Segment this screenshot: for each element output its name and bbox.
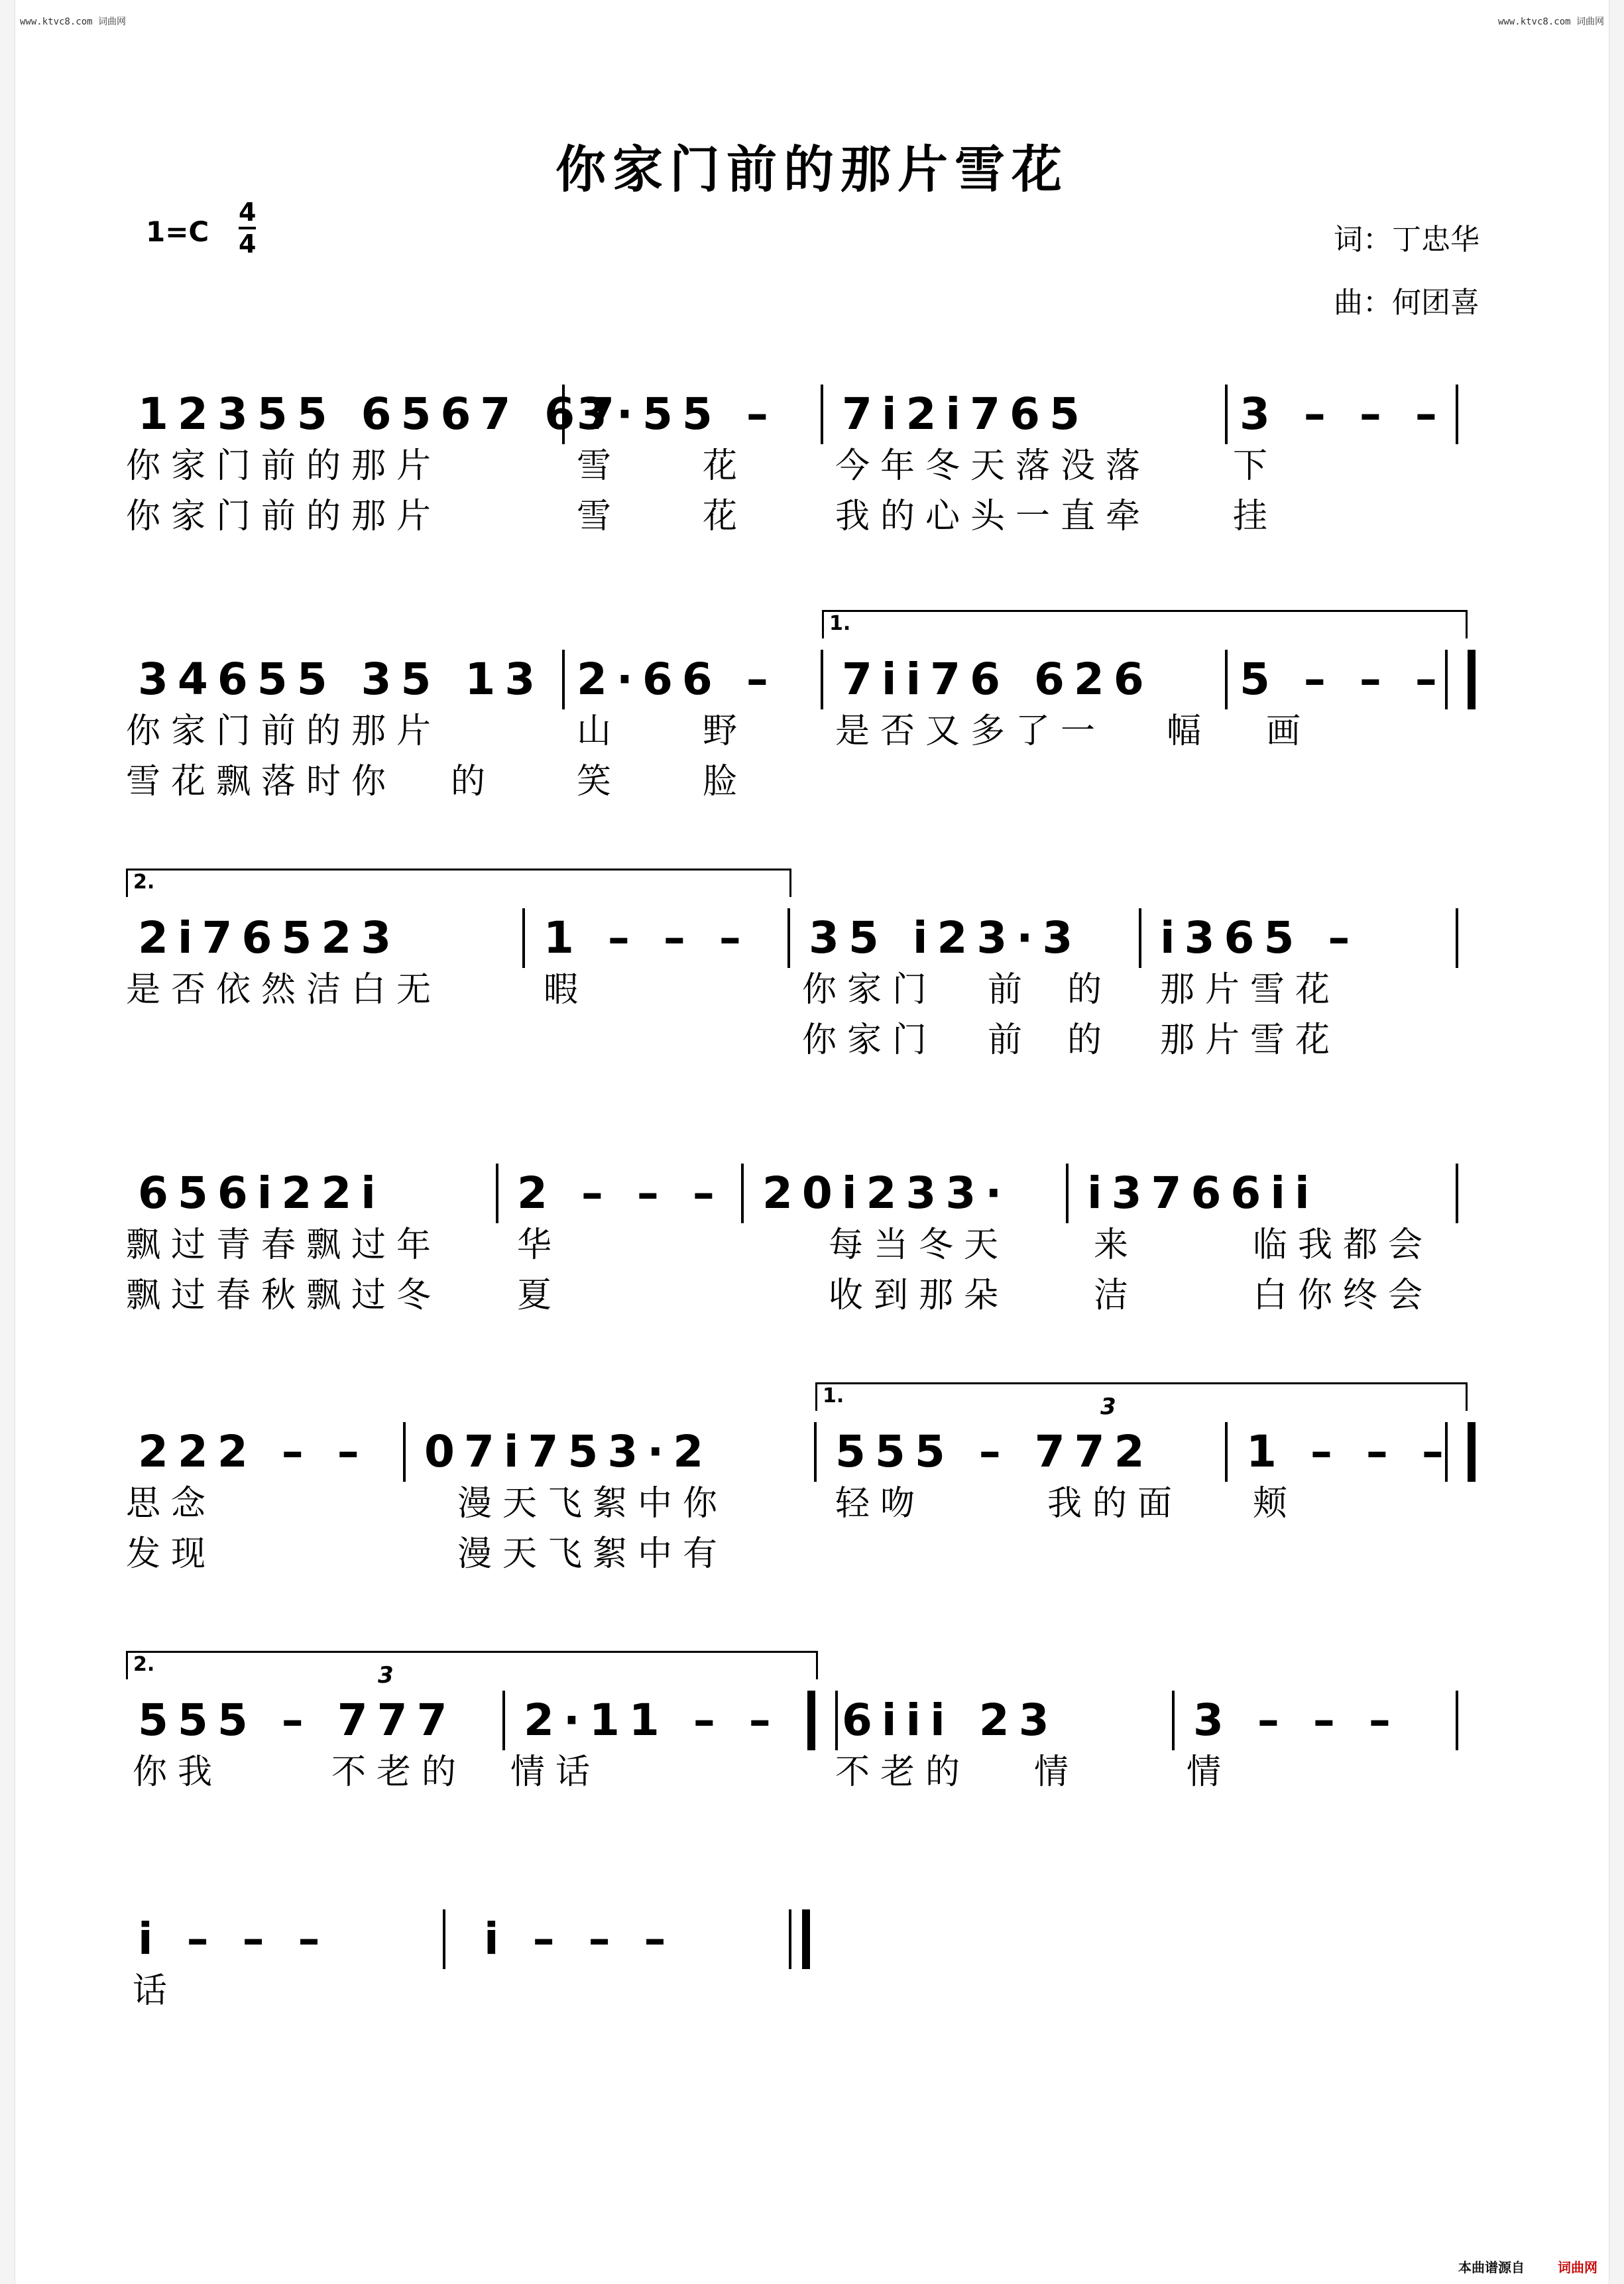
measure-notes: 1 – – – bbox=[1246, 1426, 1453, 1477]
measure-notes: 555 – 777 bbox=[138, 1695, 457, 1746]
time-signature-bottom: 4 bbox=[239, 229, 257, 259]
lyric-phrase: 那片雪花 bbox=[1160, 1020, 1341, 1060]
triplet-marker: 3 bbox=[378, 1662, 403, 1689]
lyric-verse-1 bbox=[126, 961, 1478, 1012]
lyric-phrase: 你家门前的那片 bbox=[126, 497, 442, 536]
lyric-phrase: 你家门 bbox=[802, 1020, 938, 1060]
volta-bracket: 2. bbox=[126, 1651, 818, 1679]
repeat-end-barline bbox=[1445, 650, 1476, 709]
barline bbox=[1456, 385, 1458, 444]
lyric-phrase: 你家门前的那片 bbox=[126, 711, 442, 751]
lyric-verse-1 bbox=[126, 1475, 1478, 1526]
measure-notes: i3766ii bbox=[1087, 1168, 1319, 1219]
lyric-verse-2 bbox=[126, 1012, 1478, 1062]
measure-notes: 3·55 – bbox=[577, 389, 778, 440]
lyric-phrase: 我的心头一直牵 bbox=[835, 497, 1151, 536]
lyric-phrase: 夏 bbox=[517, 1276, 563, 1315]
score-system-7 bbox=[126, 1896, 1478, 2013]
lyric-phrase: 花 bbox=[703, 446, 748, 486]
lyric-verse-1 bbox=[126, 703, 1478, 753]
lyric-phrase: 那片雪花 bbox=[1160, 970, 1341, 1010]
measure-notes: 5 – – – bbox=[1240, 654, 1446, 705]
measure-notes: i365 – bbox=[1160, 912, 1360, 963]
lyric-phrase: 每当冬天 bbox=[829, 1225, 1010, 1265]
lyric-phrase: 发现 bbox=[126, 1534, 217, 1574]
watermark-source-label: 本曲谱源自 bbox=[1458, 2259, 1525, 2275]
lyric-phrase: 今年冬天落没落 bbox=[835, 446, 1151, 486]
key-signature: 1=C bbox=[146, 215, 209, 248]
volta-bracket: 1. bbox=[822, 610, 1468, 638]
measure-notes: 12355 6567 67 bbox=[138, 389, 624, 440]
lyric-phrase: 挂 bbox=[1233, 497, 1279, 536]
notation-row bbox=[126, 371, 1478, 438]
barline bbox=[403, 1422, 406, 1482]
final-barline bbox=[789, 1909, 810, 1969]
song-title: 你家门前的那片雪花 bbox=[555, 140, 1069, 199]
lyric-verse-2 bbox=[126, 488, 1478, 538]
lyric-phrase: 你家门前的那片 bbox=[126, 446, 442, 486]
lyric-phrase: 的 bbox=[1067, 970, 1113, 1010]
lyric-phrase: 话 bbox=[133, 1971, 178, 2011]
barline bbox=[522, 908, 525, 968]
lyric-verse-1 bbox=[126, 1217, 1478, 1267]
lyric-phrase: 漫天飞絮中有 bbox=[457, 1534, 728, 1574]
repeat-start-barline bbox=[807, 1691, 838, 1750]
measure-notes: 3 – – – bbox=[1240, 389, 1446, 440]
barline bbox=[741, 1164, 744, 1223]
lyric-phrase: 临我都会 bbox=[1253, 1225, 1434, 1265]
barline bbox=[814, 1422, 817, 1482]
lyric-phrase: 漫天飞絮中你 bbox=[457, 1484, 728, 1524]
barline bbox=[821, 650, 823, 709]
measure-notes: 20i233· bbox=[762, 1168, 1012, 1219]
barline bbox=[1139, 908, 1141, 968]
lyric-verse-2 bbox=[126, 753, 1478, 804]
measure-notes: 6iii 23 bbox=[842, 1695, 1059, 1746]
measure-notes: 3 – – – bbox=[1193, 1695, 1400, 1746]
time-signature-top: 4 bbox=[239, 198, 256, 229]
lyric-verse-2 bbox=[126, 1526, 1478, 1576]
measure-notes: 34655 35 13 bbox=[138, 654, 545, 705]
notation-row bbox=[126, 1896, 1478, 1962]
score-system-3 bbox=[126, 871, 1478, 1062]
time-signature bbox=[239, 198, 256, 259]
barline bbox=[1225, 385, 1228, 444]
lyric-phrase: 是否又多了一 bbox=[835, 711, 1106, 751]
score-system-6 bbox=[126, 1653, 1478, 1794]
measure-notes: i – – – bbox=[484, 1913, 675, 1964]
lyric-phrase: 雪 bbox=[577, 446, 622, 486]
notation-row bbox=[126, 1150, 1478, 1217]
measure-notes: 07i753·2 bbox=[424, 1426, 713, 1477]
lyric-phrase: 是否依然洁白无 bbox=[126, 970, 442, 1010]
barline bbox=[496, 1164, 498, 1223]
measure-notes: 1 – – – bbox=[544, 912, 750, 963]
lyric-phrase: 前 bbox=[988, 970, 1033, 1010]
barline bbox=[1225, 1422, 1228, 1482]
measure-notes: i – – – bbox=[138, 1913, 329, 1964]
lyric-verse-1 bbox=[126, 438, 1478, 488]
lyric-verse-1 bbox=[126, 1744, 1478, 1794]
lyric-phrase: 我的面 bbox=[1047, 1484, 1183, 1524]
barline bbox=[502, 1691, 505, 1750]
barline bbox=[562, 385, 565, 444]
lyric-phrase: 华 bbox=[517, 1225, 563, 1265]
lyric-phrase: 山 bbox=[577, 711, 622, 751]
measure-notes: 2 – – – bbox=[517, 1168, 724, 1219]
lyric-phrase: 思念 bbox=[126, 1484, 217, 1524]
lyric-phrase: 轻吻 bbox=[835, 1484, 926, 1524]
measure-notes: 7i2i765 bbox=[842, 389, 1089, 440]
lyric-phrase: 情 bbox=[1034, 1752, 1080, 1792]
lyric-phrase: 颊 bbox=[1253, 1484, 1299, 1524]
lyric-phrase: 收到那朵 bbox=[829, 1276, 1010, 1315]
composer-credit: 曲：何团喜 bbox=[1334, 286, 1479, 320]
barline bbox=[443, 1909, 445, 1969]
measure-notes: 2·11 – – bbox=[524, 1695, 780, 1746]
barline bbox=[1172, 1691, 1175, 1750]
lyric-phrase: 飘过青春飘过年 bbox=[126, 1225, 442, 1265]
lyric-phrase: 前 bbox=[988, 1020, 1033, 1060]
barline bbox=[787, 908, 790, 968]
lyric-phrase: 洁 bbox=[1094, 1276, 1139, 1315]
measure-notes: 2·66 – bbox=[577, 654, 778, 705]
barline bbox=[821, 385, 823, 444]
score-system-4 bbox=[126, 1150, 1478, 1317]
lyric-phrase: 雪花飘落时你 bbox=[126, 762, 397, 802]
measure-notes: 2i76523 bbox=[138, 912, 401, 963]
lyric-verse-1 bbox=[126, 1962, 1478, 2013]
barline bbox=[1225, 650, 1228, 709]
notation-row bbox=[126, 612, 1478, 705]
notation-row bbox=[126, 871, 1478, 963]
volta-bracket: 1. bbox=[815, 1382, 1468, 1411]
watermark-site-logo[interactable]: 词曲网 bbox=[1558, 2259, 1597, 2275]
barline bbox=[562, 650, 565, 709]
notation-row bbox=[126, 1384, 1478, 1477]
score-system-2 bbox=[126, 612, 1478, 804]
lyric-phrase: 暇 bbox=[544, 970, 589, 1010]
lyric-phrase: 来 bbox=[1094, 1225, 1139, 1265]
lyric-phrase: 情 bbox=[1187, 1752, 1232, 1792]
lyric-phrase: 你我 bbox=[133, 1752, 223, 1792]
lyric-phrase: 白你终会 bbox=[1253, 1276, 1434, 1315]
left-margin-strip bbox=[0, 0, 15, 2284]
measure-notes: 656i22i bbox=[138, 1168, 385, 1219]
lyric-phrase: 画 bbox=[1266, 711, 1312, 751]
lyric-phrase: 不老的 bbox=[331, 1752, 467, 1792]
barline bbox=[1456, 1164, 1458, 1223]
lyric-phrase: 你家门 bbox=[802, 970, 938, 1010]
lyric-phrase: 脸 bbox=[703, 762, 748, 802]
measure-notes: 7ii76 626 bbox=[842, 654, 1153, 705]
lyric-phrase: 的 bbox=[1067, 1020, 1113, 1060]
lyric-phrase: 的 bbox=[451, 762, 496, 802]
measure-notes: 35 i23·3 bbox=[809, 912, 1082, 963]
score-system-5 bbox=[126, 1384, 1478, 1576]
lyric-phrase: 雪 bbox=[577, 497, 622, 536]
right-margin-strip bbox=[1609, 0, 1624, 2284]
lyric-phrase: 下 bbox=[1233, 446, 1279, 486]
lyric-phrase: 笑 bbox=[577, 762, 622, 802]
score-system-1 bbox=[126, 371, 1478, 538]
triplet-marker: 3 bbox=[1100, 1394, 1126, 1420]
lyric-phrase: 不老的 bbox=[835, 1752, 971, 1792]
barline bbox=[1066, 1164, 1069, 1223]
lyric-phrase: 情话 bbox=[510, 1752, 601, 1792]
lyric-verse-2 bbox=[126, 1267, 1478, 1317]
lyric-phrase: 野 bbox=[703, 711, 748, 751]
site-link-left[interactable]: www.ktvc8.com 词曲网 bbox=[20, 17, 127, 27]
volta-bracket: 2. bbox=[126, 869, 791, 897]
measure-notes: 555 – 772 bbox=[835, 1426, 1154, 1477]
repeat-end-barline bbox=[1445, 1422, 1476, 1482]
notation-row bbox=[126, 1653, 1478, 1746]
site-link-right[interactable]: www.ktvc8.com 词曲网 bbox=[1497, 17, 1604, 27]
lyricist-credit: 词：丁忠华 bbox=[1334, 223, 1479, 257]
barline bbox=[1456, 1691, 1458, 1750]
barline bbox=[1456, 908, 1458, 968]
lyric-phrase: 幅 bbox=[1167, 711, 1212, 751]
lyric-phrase: 花 bbox=[703, 497, 748, 536]
measure-notes: 222 – – bbox=[138, 1426, 369, 1477]
lyric-phrase: 飘过春秋飘过冬 bbox=[126, 1276, 442, 1315]
